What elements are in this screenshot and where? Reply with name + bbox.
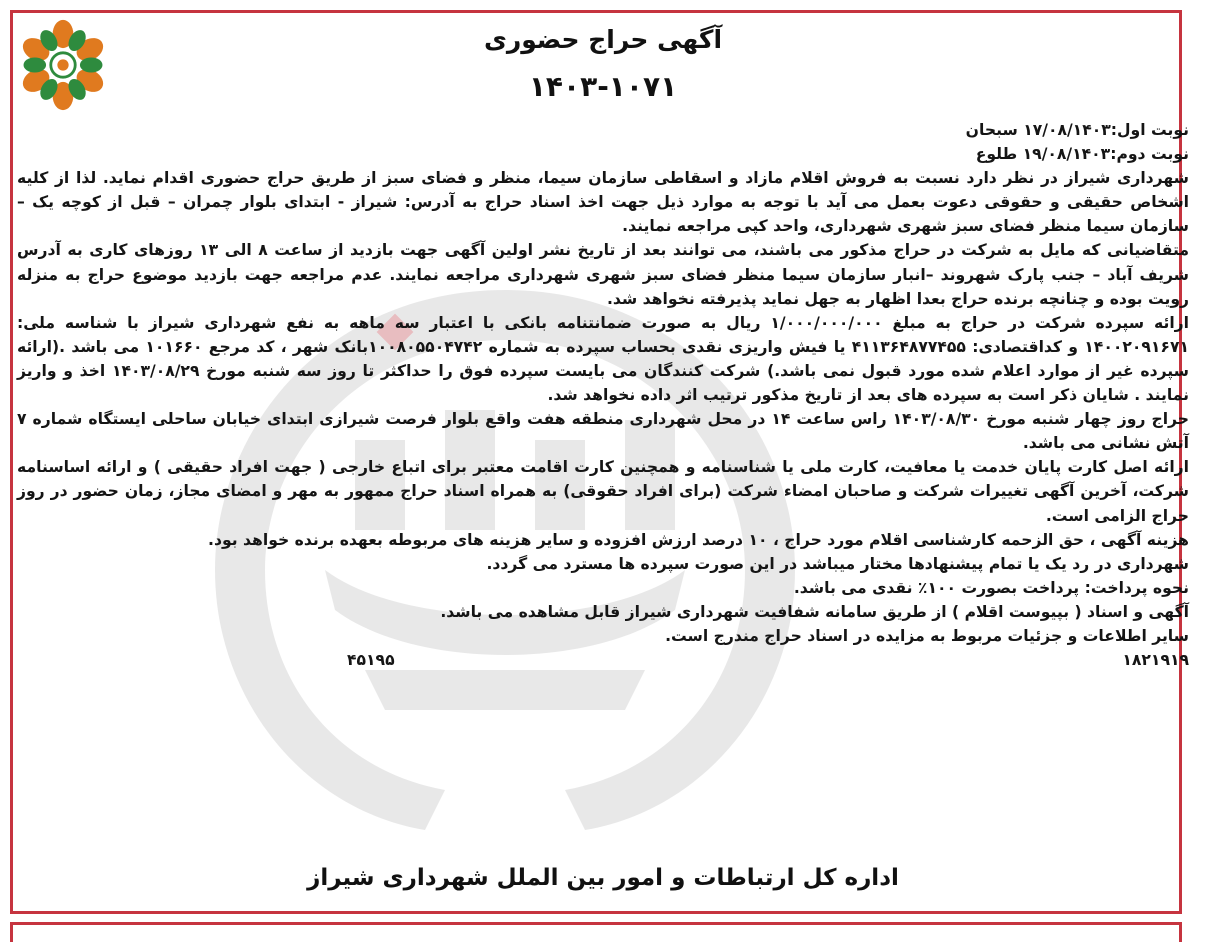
intro-paragraph: شهرداری شیراز در نظر دارد نسبت به فروش اقلام مازاد و اسقاطی سازمان سیما، منظر و فضای سبز از طریق حراج حضوری اقدام نماید. لذا از کلیه اشخاص حقیقی و حقوقی دعوت بعمل می آید با توجه به موارد ذیل جهت اخذ اسناد حراج به آدرس: شیراز - ابتدای بلوار چمران – قبل از کوچه یک –سازمان سیما منظر فضای سبز شهری شهرداری، واحد کپی مراجعه نمایند. xyxy=(17,169,1189,236)
next-notice-frame xyxy=(10,922,1182,942)
notice-title: آگهی حراج حضوری xyxy=(483,25,723,54)
auction-date-paragraph: حراج روز چهار شنبه مورخ ۱۴۰۳/۰۸/۳۰ راس ساعت ۱۴ در محل شهرداری منطقه هفت واقع بلوار فرصت شیرازی ابتدای خیابان ساحلی ایستگاه شماره ۷ آتش نشانی می باشد. xyxy=(17,410,1189,453)
documents-paragraph: ارائه اصل کارت پایان خدمت یا معافیت، کارت ملی یا شناسنامه و همچنین کارت اقامت معتبر برای اتباع خارجی ( جهت افراد حقیقی ) و ارائه اساسنامه شرکت، آخرین آگهی تغییرات شرکت و صاحبان امضاء شرکت (برای افراد حقوقی) به همراه اسناد حراج ممهور به مهر و امضای مجاز، زمان حضور در روز حراج الزامی است. xyxy=(17,458,1189,525)
payment-paragraph: نحوه پرداخت: پرداخت بصورت ۱۰۰٪ نقدی می باشد. xyxy=(793,578,1189,597)
reference-numbers xyxy=(17,648,1189,672)
deposit-paragraph: ارائه سپرده شرکت در حراج به مبلغ ۱/۰۰۰/۰۰۰/۰۰۰ ریال به صورت ضمانتنامه بانکی با اعتبار سه ماهه به نفع شهرداری شیراز با شناسه ملی: ۱۴۰۰۲۰۹۱۶۷۱ و کداقتصادی: ۴۱۱۳۶۴۸۷۷۴۵۵ یا فیش واریزی نقدی بحساب سپرده به شماره ۱۰۰۸۰۵۵۰۴۷۴۲بانک شهر ، کد مرجع ۱۰۱۶۶۰ می باشد .(ارائه سپرده غیر از موارد اعلام شده مورد قبول نمی باشد.) شرکت کنندگان می بایست سپرده فوق را حداکثر تا روز سه شنبه مورخ ۱۴۰۳/۰۸/۲۹ اخذ و واریز نمایند . شایان ذکر است به سپرده های بعد از تاریخ مذکور ترتیب اثر داده نخواهد شد. xyxy=(17,313,1189,405)
visit-paragraph: متقاضیانی که مایل به شرکت در حراج مذکور می باشند، می توانند بعد از تاریخ نشر اولین آگهی جهت بازدید از ساعت ۸ الی ۱۳ روزهای کاری به آدرس شریف آباد – جنب پارک شهروند –انبار سازمان سیما منظر فضای سبز شهری شهرداری مراجعه نمایند. عدم مراجعه جهت بازدید موضوع حراج به منزله رویت بوده و چنانچه برنده حراج بعدا اظهار به جهل نماید پذیرفته نخواهد شد. xyxy=(17,241,1189,308)
reference-left: ۴۵۱۹۵ xyxy=(347,651,395,670)
notice-body xyxy=(17,118,1189,672)
reference-right: ۱۸۲۱۹۱۹ xyxy=(1122,651,1189,670)
costs-paragraph: هزینه آگهی ، حق الزحمه کارشناسی اقلام مورد حراج ، ۱۰ درصد ارزش افزوده و سایر هزینه های مربوطه بعهده برنده خواهد بود. xyxy=(208,530,1189,549)
transparency-paragraph: آگهی و اسناد ( بپیوست اقلام ) از طریق سامانه شفافیت شهرداری شیراز قابل مشاهده می باشد. xyxy=(440,602,1189,621)
details-paragraph: سایر اطلاعات و جزئیات مربوط به مزایده در اسناد حراج مندرج است. xyxy=(665,626,1189,645)
notice-number: ۱۴۰۳-۱۰۷۱ xyxy=(528,70,678,103)
rejection-paragraph: شهرداری در رد یک یا تمام پیشنهادها مختار میباشد در این صورت سپرده ها مسترد می گردد. xyxy=(486,554,1189,573)
issuer-footer: اداره کل ارتباطات و امور بین الملل شهرداری شیراز xyxy=(307,865,899,891)
first-publication: نوبت اول:۱۷/۰۸/۱۴۰۳ سبحان xyxy=(965,121,1189,139)
second-publication: نوبت دوم:۱۹/۰۸/۱۴۰۳ طلوع xyxy=(975,145,1189,164)
